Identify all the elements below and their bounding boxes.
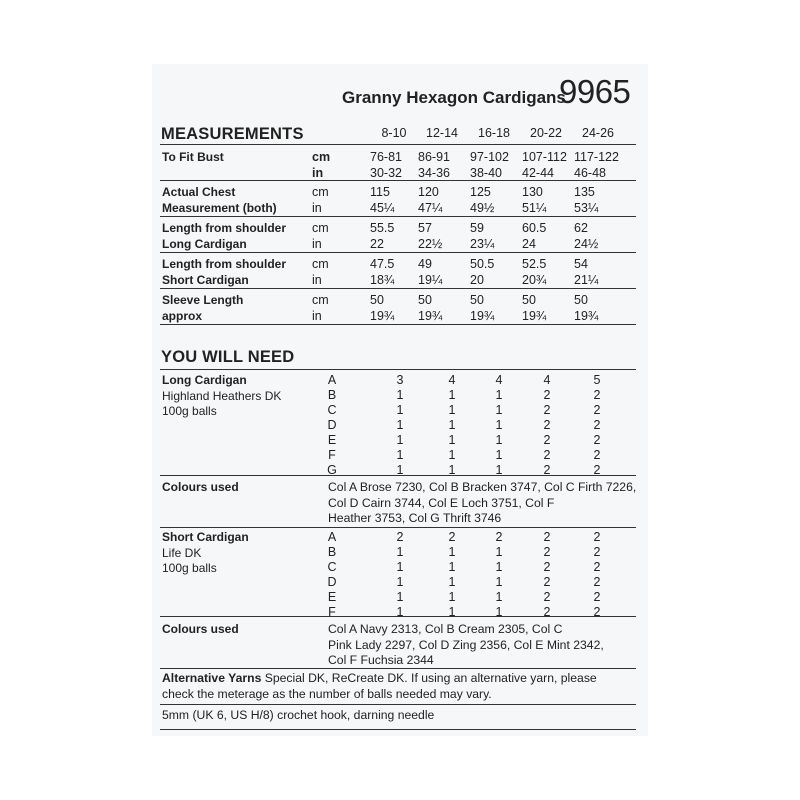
size-header: 8-10 <box>381 126 407 140</box>
measurement-value: 49½ <box>470 200 495 215</box>
measurement-value: 135 <box>574 185 595 199</box>
divider <box>160 369 636 370</box>
ball-quantity: 1 <box>448 590 456 604</box>
measurement-label-line: To Fit Bust <box>162 150 224 164</box>
ball-quantity: 1 <box>396 545 404 559</box>
ball-quantity: 2 <box>593 605 601 619</box>
ball-quantity: 1 <box>396 448 404 462</box>
ball-quantity: 2 <box>593 530 601 544</box>
measurement-value: 54 <box>574 257 588 271</box>
measurement-value: 19¾ <box>574 308 599 323</box>
colour-id: E <box>327 433 337 447</box>
ball-quantity: 2 <box>593 545 601 559</box>
unit-label: cm <box>312 150 331 164</box>
long-cardigan-label <box>162 373 281 420</box>
ball-quantity: 1 <box>396 590 404 604</box>
ball-quantity: 1 <box>396 403 404 417</box>
ball-quantity: 1 <box>495 545 503 559</box>
divider <box>160 252 636 253</box>
colour-id: B <box>327 388 337 402</box>
unit-label: in <box>312 200 322 215</box>
long-colours-line: Col D Cairn 3744, Col E Loch 3751, Col F <box>328 495 555 510</box>
ball-quantity: 1 <box>396 463 404 477</box>
measurement-value: 42-44 <box>522 165 554 180</box>
measurement-value: 55.5 <box>370 221 395 235</box>
ball-quantity: 2 <box>543 545 551 559</box>
measurement-value: 76-81 <box>370 150 402 164</box>
colour-id: D <box>327 575 337 589</box>
measurement-label-line: Actual Chest <box>162 185 236 199</box>
unit-label: cm <box>312 221 329 235</box>
measurement-value: 115 <box>370 185 390 199</box>
measurement-label <box>162 221 286 252</box>
measurement-value: 59 <box>470 221 484 235</box>
long-colours-line: Col A Brose 7230, Col B Bracken 3747, Col C Firth 7226, <box>328 480 637 494</box>
unit-label: in <box>312 165 324 180</box>
measurement-label <box>162 150 224 166</box>
colour-id: F <box>328 448 336 462</box>
ball-quantity: 4 <box>448 373 456 387</box>
long-colours-label: Colours used <box>162 480 239 494</box>
short-colours-label: Colours used <box>162 622 239 636</box>
ball-quantity: 4 <box>495 373 503 387</box>
measurement-value: 117-122 <box>574 150 619 164</box>
ball-quantity: 1 <box>448 418 456 432</box>
measurement-value: 50 <box>470 293 484 307</box>
short-cardigan-balls: 100g balls <box>162 561 217 575</box>
short-colours-line: Col F Fuchsia 2344 <box>328 653 434 667</box>
measurement-value: 52.5 <box>522 257 547 271</box>
size-header: 20-22 <box>530 126 562 140</box>
ball-quantity: 2 <box>543 560 551 574</box>
divider <box>160 475 636 476</box>
long-cardigan-yarn: Highland Heathers DK <box>162 388 282 403</box>
measurement-value: 120 <box>418 185 439 199</box>
colour-id: D <box>327 418 337 432</box>
measurement-value: 130 <box>522 185 543 199</box>
short-colours-line: Pink Lady 2297, Col D Zing 2356, Col E Mint 2342, <box>328 637 604 652</box>
measurement-value: 62 <box>574 221 588 235</box>
measurement-value: 60.5 <box>522 221 547 235</box>
ball-quantity: 2 <box>543 418 551 432</box>
ball-quantity: 1 <box>448 545 456 559</box>
ball-quantity: 1 <box>495 590 503 604</box>
colour-id: F <box>328 605 336 619</box>
colour-id: C <box>327 560 337 574</box>
divider <box>160 216 636 217</box>
measurement-value: 97-102 <box>470 150 509 164</box>
measurement-value: 20¾ <box>522 272 547 287</box>
ball-quantity: 2 <box>448 530 456 544</box>
measurement-value: 45¼ <box>370 200 395 215</box>
measurement-label <box>162 293 243 324</box>
measurement-value: 51¼ <box>522 200 547 215</box>
ball-quantity: 2 <box>543 605 551 619</box>
measurement-label-line: Measurement (both) <box>162 200 277 215</box>
measurement-value: 21¼ <box>574 272 599 287</box>
unit-label: in <box>312 236 322 251</box>
measurement-value: 47¼ <box>418 200 443 215</box>
ball-quantity: 2 <box>543 388 551 402</box>
ball-quantity: 1 <box>448 560 456 574</box>
measurement-label <box>162 185 277 216</box>
ball-quantity: 1 <box>448 388 456 402</box>
divider <box>160 729 636 730</box>
measurement-value: 50.5 <box>470 257 495 271</box>
ball-quantity: 1 <box>448 433 456 447</box>
ball-quantity: 1 <box>396 433 404 447</box>
measurement-value: 24½ <box>574 236 599 251</box>
size-header: 16-18 <box>478 126 510 140</box>
short-cardigan-label <box>162 530 249 577</box>
colour-id: A <box>327 373 337 387</box>
ball-quantity: 3 <box>396 373 404 387</box>
pattern-number: 9965 <box>559 73 631 110</box>
ball-quantity: 2 <box>543 530 551 544</box>
ball-quantity: 2 <box>543 590 551 604</box>
measurement-value: 38-40 <box>470 165 502 180</box>
measurement-value: 46-48 <box>574 165 606 180</box>
measurement-label-line: Sleeve Length <box>162 293 244 307</box>
unit-label: cm <box>312 257 329 271</box>
measurement-value: 19¾ <box>522 308 547 323</box>
ball-quantity: 2 <box>543 575 551 589</box>
ball-quantity: 2 <box>543 433 551 447</box>
ball-quantity: 2 <box>593 590 601 604</box>
ball-quantity: 1 <box>495 448 503 462</box>
ball-quantity: 1 <box>396 418 404 432</box>
measurement-label-line: approx <box>162 308 203 323</box>
ball-quantity: 1 <box>495 388 503 402</box>
ball-quantity: 1 <box>448 463 456 477</box>
size-header: 24-26 <box>582 126 614 140</box>
measurement-value: 47.5 <box>370 257 395 271</box>
ball-quantity: 1 <box>495 560 503 574</box>
ball-quantity: 2 <box>593 560 601 574</box>
ball-quantity: 1 <box>495 433 503 447</box>
ball-quantity: 2 <box>593 463 601 477</box>
measurement-value: 50 <box>574 293 588 307</box>
size-header: 12-14 <box>426 126 458 140</box>
ball-quantity: 2 <box>593 418 601 432</box>
measurement-value: 22 <box>370 236 384 251</box>
measurement-value: 50 <box>522 293 536 307</box>
measurement-value: 50 <box>370 293 384 307</box>
measurement-value: 19¾ <box>470 308 495 323</box>
tools-text: 5mm (UK 6, US H/8) crochet hook, darning needle <box>162 708 435 722</box>
divider <box>160 180 636 181</box>
ball-quantity: 1 <box>396 560 404 574</box>
divider <box>160 144 636 145</box>
measurement-label-line: Short Cardigan <box>162 272 249 287</box>
long-cardigan-title: Long Cardigan <box>162 373 247 387</box>
measurement-value: 19¾ <box>418 308 443 323</box>
ball-quantity: 2 <box>593 575 601 589</box>
short-cardigan-title: Short Cardigan <box>162 530 249 544</box>
ball-quantity: 1 <box>448 575 456 589</box>
measurements-heading: MEASUREMENTS <box>161 125 304 143</box>
short-colours-line: Col A Navy 2313, Col B Cream 2305, Col C <box>328 622 563 636</box>
measurement-value: 50 <box>418 293 432 307</box>
ball-quantity: 2 <box>543 463 551 477</box>
colour-id: C <box>327 403 337 417</box>
measurement-label-line: Long Cardigan <box>162 236 247 251</box>
long-cardigan-balls: 100g balls <box>162 404 217 418</box>
ball-quantity: 1 <box>495 463 503 477</box>
unit-label: in <box>312 308 322 323</box>
ball-quantity: 1 <box>495 418 503 432</box>
alternative-yarns-line: Special DK, ReCreate DK. If using an alternative yarn, please <box>264 671 597 685</box>
long-colours-text <box>328 480 636 527</box>
divider <box>160 668 636 669</box>
ball-quantity: 2 <box>495 530 503 544</box>
ball-quantity: 1 <box>396 575 404 589</box>
measurement-value: 20 <box>470 272 484 287</box>
ball-quantity: 1 <box>396 605 404 619</box>
measurement-value: 19¼ <box>418 272 443 287</box>
unit-label: cm <box>312 185 329 199</box>
measurement-label-line: Length from shoulder <box>162 257 286 271</box>
you-will-need-heading: YOU WILL NEED <box>161 348 295 366</box>
measurement-value: 49 <box>418 257 432 271</box>
ball-quantity: 2 <box>543 403 551 417</box>
ball-quantity: 2 <box>543 448 551 462</box>
measurement-value: 57 <box>418 221 432 235</box>
ball-quantity: 4 <box>543 373 551 387</box>
ball-quantity: 2 <box>396 530 404 544</box>
measurement-value: 24 <box>522 236 536 251</box>
measurement-value: 19¾ <box>370 308 395 323</box>
colour-id: G <box>327 463 337 477</box>
colour-id: A <box>327 530 337 544</box>
ball-quantity: 2 <box>593 403 601 417</box>
ball-quantity: 1 <box>495 403 503 417</box>
ball-quantity: 1 <box>448 448 456 462</box>
ball-quantity: 1 <box>396 388 404 402</box>
measurement-label-line: Length from shoulder <box>162 221 286 235</box>
alternative-yarns-text <box>162 671 597 702</box>
pattern-title: Granny Hexagon Cardigans <box>342 88 566 107</box>
unit-label: cm <box>312 293 329 307</box>
short-cardigan-yarn: Life DK <box>162 545 202 560</box>
measurement-value: 107-112 <box>522 150 567 164</box>
alternative-yarns-line: check the meterage as the number of balls needed may vary. <box>162 686 492 701</box>
short-colours-text <box>328 622 604 669</box>
ball-quantity: 2 <box>593 388 601 402</box>
measurement-value: 30-32 <box>370 165 402 180</box>
ball-quantity: 1 <box>448 605 456 619</box>
ball-quantity: 1 <box>495 575 503 589</box>
colour-id: B <box>327 545 337 559</box>
ball-quantity: 5 <box>593 373 601 387</box>
colour-id: E <box>327 590 337 604</box>
alternative-yarns-label: Alternative Yarns <box>162 671 262 685</box>
divider <box>160 616 636 617</box>
measurement-value: 23¼ <box>470 236 495 251</box>
divider <box>160 527 636 528</box>
measurement-value: 34-36 <box>418 165 450 180</box>
ball-quantity: 2 <box>593 448 601 462</box>
long-colours-line: Heather 3753, Col G Thrift 3746 <box>328 511 502 525</box>
divider <box>160 288 636 289</box>
unit-label: in <box>312 272 322 287</box>
measurement-label <box>162 257 286 288</box>
ball-quantity: 1 <box>448 403 456 417</box>
measurement-value: 22½ <box>418 236 443 251</box>
measurement-value: 86-91 <box>418 150 450 164</box>
measurement-value: 53¼ <box>574 200 599 215</box>
divider <box>160 324 636 325</box>
ball-quantity: 2 <box>593 433 601 447</box>
ball-quantity: 1 <box>495 605 503 619</box>
measurement-value: 18¾ <box>370 272 395 287</box>
measurement-value: 125 <box>470 185 491 199</box>
divider <box>160 704 636 705</box>
